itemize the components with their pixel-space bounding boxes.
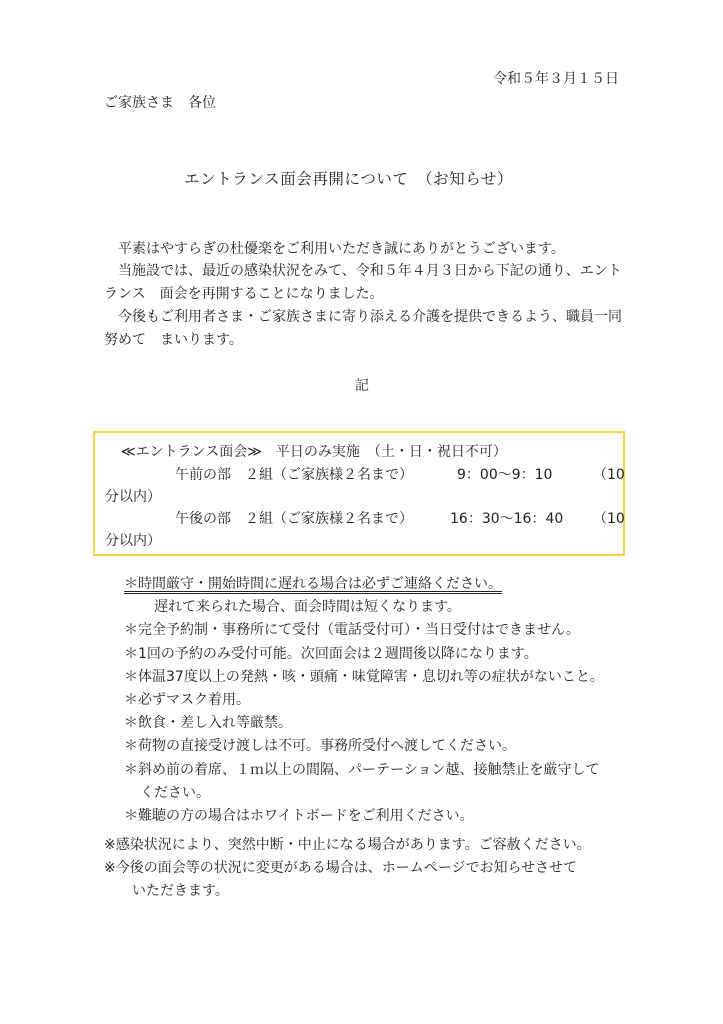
rules-list: [124, 573, 624, 828]
closing-paragraph: 今後もご利用者さま・ご家族さまに寄り添える介護を提供できるよう、職員一同努めて まいります。: [104, 309, 622, 348]
ki-heading: 記: [355, 378, 369, 394]
rule-no-food: ＊飲食・差し入れ等厳禁。: [124, 715, 292, 732]
announcement-paragraph: 当施設では、最近の感染状況をみて、令和５年４月３日から下記の通り、エントランス 面会を再開することになりました。: [104, 263, 622, 302]
rule-reservation: ＊完全予約制・事務所にて受付（電話受付可）・当日受付はできません。: [124, 622, 580, 639]
schedule-heading: ≪エントランス面会≫ 平日のみ実施 （土・日・祝日不可）: [121, 444, 507, 460]
rule-seating: ＊斜め前の着席、１ｍ以上の間隔、パーテーション越、接触禁止を厳守して: [124, 761, 600, 778]
visiting-schedule-box: [93, 431, 625, 556]
rule-health-check: ＊体温37度以上の発熱・咳・頭痛・味覚障害・息切れ等の症状がないこと。: [124, 668, 604, 685]
afternoon-session-time: 16：30～16：40: [450, 511, 564, 527]
notice-date: 令和５年３月１５日: [493, 71, 619, 87]
footer-note-homepage: ※今後の面会等の状況に変更がある場合は、ホームページでお知らせさせて: [104, 860, 578, 877]
rule-mask: ＊必ずマスク着用。: [124, 692, 250, 709]
afternoon-session-duration-cont: 分以内）: [105, 533, 161, 549]
rule-punctuality-detail: 遅れて来られた場合、面会時間は短くなります。: [154, 599, 461, 616]
rule-hearing-impaired: ＊難聴の方の場合はホワイトボードをご利用ください。: [124, 808, 474, 825]
footer-note-homepage-cont: いただきます。: [132, 883, 229, 900]
rule-single-reservation: ＊1回の予約のみ受付可能。次回面会は２週間後以降になります。: [124, 645, 538, 662]
footer-notes: [104, 834, 624, 904]
rule-seating-cont: ください。: [140, 784, 210, 801]
rule-no-direct-handover: ＊荷物の直接受け渡しは不可。事務所受付へ渡してください。: [124, 738, 516, 755]
morning-session-duration: （10: [593, 467, 625, 483]
page-title: エントランス面会再開について （お知らせ）: [184, 170, 514, 188]
greeting-paragraph: 平素はやすらぎの杜優楽をご利用いただき誠にありがとうございます。: [104, 241, 565, 257]
morning-session-label: 午前の部 ２組（ご家族様２名まで）: [175, 467, 413, 483]
morning-session-time: 9：00～9：10: [457, 467, 553, 483]
afternoon-session-duration: （10: [593, 511, 625, 527]
footer-note-suspension: ※感染状況により、突然中断・中止になる場合があります。ご容赦ください。: [104, 837, 591, 853]
rule-punctuality: ＊時間厳守・開始時間に遅れる場合は必ずご連絡ください。: [124, 576, 502, 592]
afternoon-session-label: 午後の部 ２組（ご家族様２名まで）: [175, 511, 413, 527]
addressee: ご家族さま 各位: [104, 95, 216, 111]
morning-session-duration-cont: 分以内）: [105, 489, 161, 505]
